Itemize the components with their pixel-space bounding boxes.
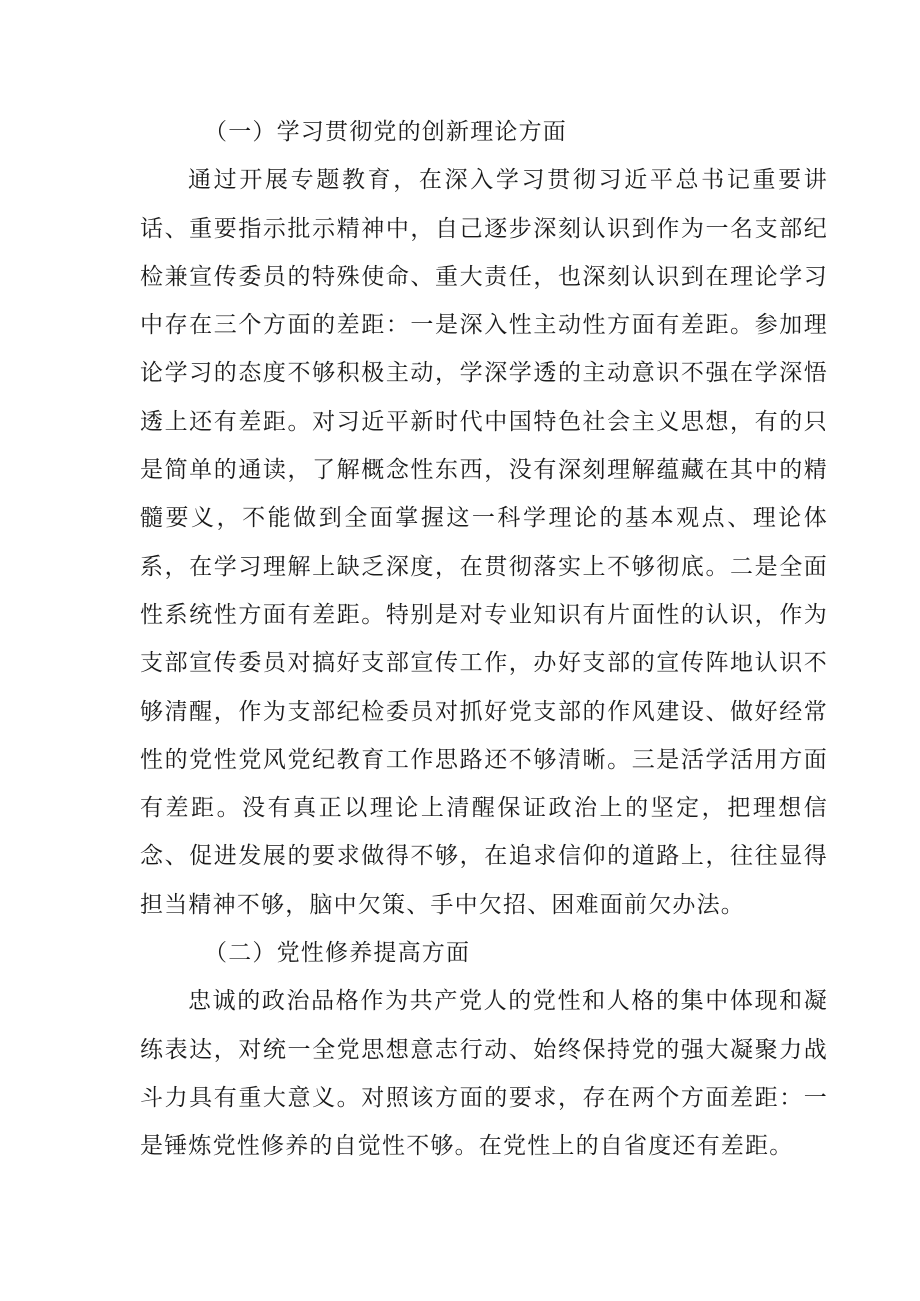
- document-page: [140, 108, 828, 1171]
- section-paragraph-1: 通过开展专题教育，在深入学习贯彻习近平总书记重要讲话、重要指示批示精神中，自己逐步深刻认识到作为一名支部纪检兼宣传委员的特殊使命、重大责任，也深刻认识到在理论学习中存在三个方面的差距：一是深入性主动性方面有差距。参加理论学习的态度不够积极主动，学深学透的主动意识不强在学深悟透上还有差距。对习近平新时代中国特色社会主义思想，有的只是简单的通读，了解概念性东西，没有深刻理解蕴藏在其中的精髓要义，不能做到全面掌握这一科学理论的基本观点、理论体系，在学习理解上缺乏深度，在贯彻落实上不够彻底。二是全面性系统性方面有差距。特别是对专业知识有片面性的认识，作为支部宣传委员对搞好支部宣传工作，办好支部的宣传阵地认识不够清醒，作为支部纪检委员对抓好党支部的作风建设、做好经常性的党性党风党纪教育工作思路还不够清晰。三是活学活用方面有差距。没有真正以理论上清醒保证政治上的坚定，把理想信念、促进发展的要求做得不够，在追求信仰的道路上，往往显得担当精神不够，脑中欠策、手中欠招、困难面前欠办法。: [140, 167, 828, 918]
- section-paragraph-2: 忠诚的政治品格作为共产党人的党性和人格的集中体现和凝练表达，对统一全党思想意志行动、始终保持党的强大凝聚力战斗力具有重大意义。对照该方面的要求，存在两个方面差距：一是锤炼党性修养的自觉性不够。在党性上的自省度还有差距。: [140, 988, 828, 1160]
- section-heading-1: （一）学习贯彻党的创新理论方面: [204, 119, 567, 145]
- section-heading-2: （二）党性修养提高方面: [204, 940, 471, 967]
